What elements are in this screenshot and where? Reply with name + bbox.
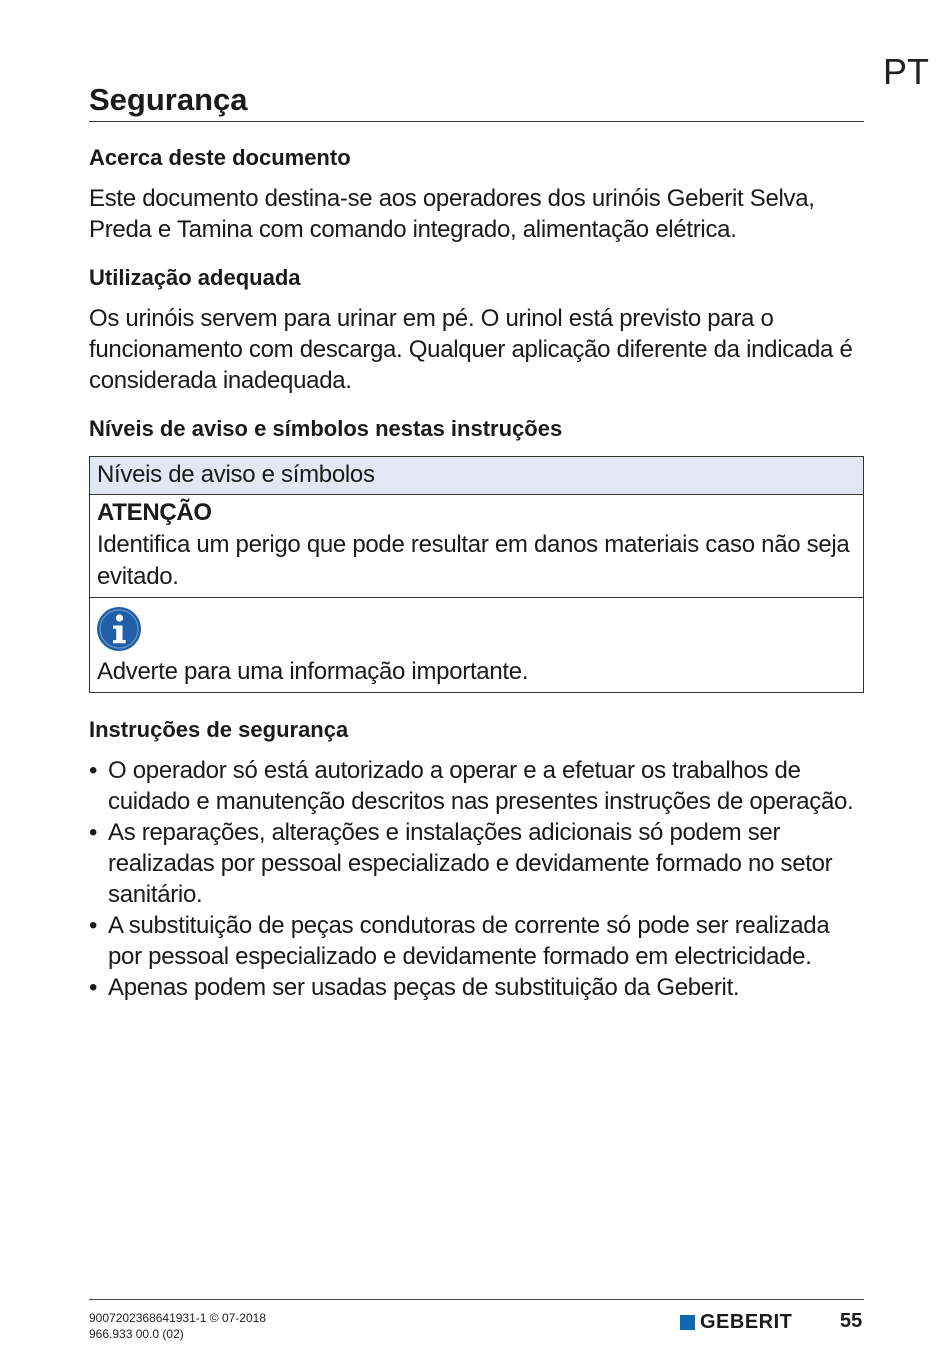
info-icon (96, 606, 142, 652)
list-item-text: O operador só está autorizado a operar e a efetuar os trabalhos de cuidado e manutenção descritos nas presentes instruções de operação. (108, 757, 854, 815)
language-tag: PT (883, 51, 930, 92)
bullet-icon: • (89, 974, 98, 1001)
footer-doc-info (89, 1310, 266, 1342)
about-heading: Acerca deste documento (89, 145, 351, 170)
list-item (89, 910, 864, 972)
bullet-icon: • (89, 819, 98, 846)
list-item-text: A substituição de peças condutoras de corrente só pode ser realizada por pessoal especializado e devidamente formado em electricidade. (108, 912, 830, 970)
attention-label: ATENÇÃO (97, 499, 212, 526)
attention-cell (90, 495, 864, 598)
bullet-icon: • (89, 757, 98, 784)
info-text: Adverte para uma informação importante. (97, 658, 529, 685)
table-header-row (90, 457, 864, 495)
warnings-section (89, 414, 864, 693)
intended-use-section (89, 263, 864, 396)
bullet-icon: • (89, 912, 98, 939)
footer-doc-id: 9007202368641931-1 © 07-2018 (89, 1311, 266, 1325)
list-item-text: Apenas podem ser usadas peças de substituição da Geberit. (108, 974, 740, 1001)
brand-square-icon (680, 1315, 695, 1330)
footer-divider (89, 1299, 864, 1300)
table-header-cell: Níveis de aviso e símbolos (90, 457, 864, 495)
list-item (89, 755, 864, 817)
page-content (89, 143, 864, 1003)
table-row-attention (90, 495, 864, 598)
title-divider (89, 121, 864, 122)
footer-doc-number: 966.933 00.0 (02) (89, 1327, 184, 1341)
about-section (89, 143, 864, 245)
info-cell (90, 598, 864, 693)
list-item (89, 817, 864, 910)
attention-text: Identifica um perigo que pode resultar em danos materiais caso não seja evitado. (97, 531, 850, 590)
intended-use-heading: Utilização adequada (89, 265, 301, 290)
safety-section (89, 715, 864, 1003)
warning-levels-table (89, 456, 864, 693)
brand-logo (680, 1311, 792, 1333)
table-row-info (90, 598, 864, 693)
about-text: Este documento destina-se aos operadores dos urinóis Geberit Selva, Preda e Tamina com comando integrado, alimentação elétrica. (89, 185, 815, 243)
page-title: Segurança (89, 82, 248, 117)
list-item-text: As reparações, alterações e instalações adicionais só podem ser realizadas por pessoal especializado e devidamente formado no setor sanitário. (108, 819, 833, 908)
intended-use-text: Os urinóis servem para urinar em pé. O urinol está previsto para o funcionamento com descarga. Qualquer aplicação diferente da indicada é considerada inadequada. (89, 305, 853, 394)
list-item (89, 972, 864, 1003)
brand-name: GEBERIT (700, 1311, 793, 1333)
warnings-heading: Níveis de aviso e símbolos nestas instruções (89, 416, 563, 441)
page-number: 55 (840, 1310, 863, 1332)
safety-heading: Instruções de segurança (89, 717, 349, 742)
safety-list (89, 755, 864, 1003)
